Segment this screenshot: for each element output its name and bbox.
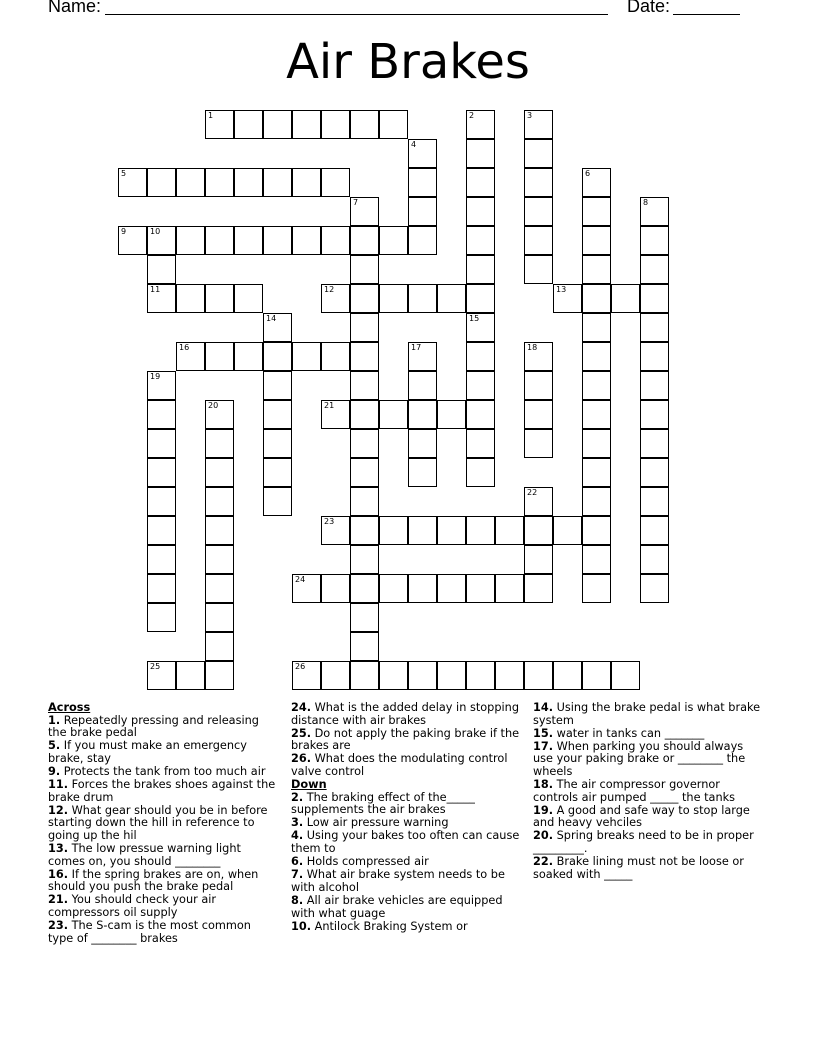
grid-cell[interactable] xyxy=(205,545,234,574)
grid-cell[interactable] xyxy=(495,516,524,545)
clue-num: 14. xyxy=(533,701,554,714)
grid-cell[interactable] xyxy=(205,429,234,458)
grid-cell[interactable] xyxy=(350,516,379,545)
clue-text: Do not apply the paking brake if the brakes are xyxy=(291,726,520,753)
clue-item xyxy=(48,869,276,894)
grid-cell[interactable] xyxy=(321,168,350,197)
grid-cell[interactable] xyxy=(350,458,379,487)
grid-cell[interactable] xyxy=(437,516,466,545)
grid-cell[interactable] xyxy=(350,603,379,632)
grid-cell[interactable] xyxy=(640,487,669,516)
grid-cell[interactable] xyxy=(205,516,234,545)
grid-cell[interactable] xyxy=(582,197,611,226)
grid-cell[interactable] xyxy=(524,226,553,255)
grid-cell[interactable] xyxy=(350,342,379,371)
grid-cell[interactable] xyxy=(263,226,292,255)
grid-cell[interactable] xyxy=(350,226,379,255)
grid-cell[interactable] xyxy=(350,110,379,139)
grid-cell[interactable] xyxy=(582,255,611,284)
grid-cell[interactable] xyxy=(640,458,669,487)
grid-cell[interactable] xyxy=(147,255,176,284)
grid-cell[interactable] xyxy=(205,661,234,690)
grid-cell[interactable] xyxy=(640,371,669,400)
grid-cell[interactable] xyxy=(582,284,611,313)
grid-cell[interactable] xyxy=(408,574,437,603)
clue-number: 21 xyxy=(324,401,335,410)
grid-cell[interactable] xyxy=(582,429,611,458)
grid-cell[interactable] xyxy=(292,342,321,371)
clue-number: 11 xyxy=(150,285,161,294)
grid-cell[interactable] xyxy=(263,342,292,371)
grid-cell[interactable] xyxy=(205,342,234,371)
clue-text: Using your bakes too often can cause them to xyxy=(291,829,520,856)
clue-text: The S-cam is the most common type of ________ brakes xyxy=(48,919,251,945)
grid-cell[interactable] xyxy=(524,400,553,429)
grid-cell[interactable] xyxy=(524,516,553,545)
clue-item xyxy=(291,830,521,855)
clue-num: 12. xyxy=(48,803,69,817)
clue-text: The low pressue warning light comes on, you should ________ xyxy=(48,842,241,868)
clue-item xyxy=(291,702,521,727)
grid-cell[interactable] xyxy=(408,139,437,168)
grid-cell[interactable] xyxy=(640,226,669,255)
grid-cell[interactable] xyxy=(437,661,466,690)
grid-cell[interactable] xyxy=(611,661,640,690)
grid-cell[interactable] xyxy=(466,255,495,284)
grid-cell[interactable] xyxy=(205,226,234,255)
clue-text: Repeatedly pressing and releasing the brake pedal xyxy=(48,713,259,740)
clue-num: 13. xyxy=(48,842,69,856)
clue-item xyxy=(48,779,276,804)
grid-cell[interactable] xyxy=(640,574,669,603)
grid-cell[interactable] xyxy=(292,661,321,690)
grid-cell[interactable] xyxy=(553,284,582,313)
grid-cell[interactable] xyxy=(524,110,553,139)
clue-number: 10 xyxy=(150,227,161,236)
clue-num: 17. xyxy=(533,739,554,753)
clue-number: 15 xyxy=(469,314,480,323)
clue-num: 5. xyxy=(48,739,61,753)
grid-cell[interactable] xyxy=(466,226,495,255)
grid-cell[interactable] xyxy=(640,284,669,313)
clue-item xyxy=(291,817,521,830)
clue-item xyxy=(48,920,276,945)
grid-cell[interactable] xyxy=(582,226,611,255)
grid-cell[interactable] xyxy=(408,400,437,429)
clue-number: 3 xyxy=(527,111,533,120)
grid-cell[interactable] xyxy=(553,661,582,690)
clue-number: 25 xyxy=(150,662,161,671)
clue-number: 6 xyxy=(585,169,591,178)
grid-cell[interactable] xyxy=(466,400,495,429)
clue-number: 20 xyxy=(208,401,219,410)
grid-cell[interactable] xyxy=(263,458,292,487)
grid-cell[interactable] xyxy=(350,284,379,313)
clue-text: A good and safe way to stop large and heavy vehciles xyxy=(533,803,750,830)
grid-cell[interactable] xyxy=(321,284,350,313)
grid-cell[interactable] xyxy=(292,110,321,139)
grid-cell[interactable] xyxy=(437,574,466,603)
clue-number: 14 xyxy=(266,314,277,323)
clue-item xyxy=(533,728,765,741)
clue-num: 2. xyxy=(291,790,304,804)
across-heading: Across xyxy=(48,701,91,714)
grid-cell[interactable] xyxy=(640,197,669,226)
grid-cell[interactable] xyxy=(176,661,205,690)
grid-cell[interactable] xyxy=(640,545,669,574)
grid-cell[interactable] xyxy=(640,516,669,545)
clue-number: 16 xyxy=(179,343,190,352)
grid-cell[interactable] xyxy=(147,284,176,313)
clue-number: 9 xyxy=(121,227,127,236)
clue-number: 5 xyxy=(121,169,127,178)
clue-item xyxy=(533,805,765,830)
grid-cell[interactable] xyxy=(263,371,292,400)
down-heading: Down xyxy=(291,778,327,792)
grid-cell[interactable] xyxy=(553,516,582,545)
clue-num: 3. xyxy=(291,816,304,830)
clue-item xyxy=(291,895,521,920)
grid-cell[interactable] xyxy=(466,139,495,168)
grid-cell[interactable] xyxy=(466,661,495,690)
grid-cell[interactable] xyxy=(321,400,350,429)
grid-cell[interactable] xyxy=(350,197,379,226)
clue-number: 24 xyxy=(295,575,306,584)
grid-cell[interactable] xyxy=(524,168,553,197)
clue-number: 1 xyxy=(208,111,214,120)
grid-cell[interactable] xyxy=(582,545,611,574)
clue-number: 4 xyxy=(411,140,417,149)
clue-num: 10. xyxy=(291,919,312,933)
grid-cell[interactable] xyxy=(205,284,234,313)
grid-cell[interactable] xyxy=(582,516,611,545)
grid-cell[interactable] xyxy=(524,371,553,400)
clue-text: Antilock Braking System or xyxy=(311,919,468,933)
grid-cell[interactable] xyxy=(263,429,292,458)
clue-number: 8 xyxy=(643,198,649,207)
grid-cell[interactable] xyxy=(205,603,234,632)
grid-cell[interactable] xyxy=(437,400,466,429)
clues-column-1 xyxy=(48,702,276,946)
grid-cell[interactable] xyxy=(379,226,408,255)
clue-num: 24. xyxy=(291,701,312,714)
clue-text: If the spring brakes are on, when should you push the brake pedal xyxy=(48,867,259,894)
clue-item xyxy=(291,728,521,753)
clue-num: 18. xyxy=(533,778,554,792)
clue-text: Brake lining must not be loose or soaked with _____ xyxy=(533,855,744,881)
grid-cell[interactable] xyxy=(466,197,495,226)
clue-text: The braking effect of the_____ supplements the air brakes xyxy=(291,790,475,817)
grid-cell[interactable] xyxy=(408,371,437,400)
grid-cell[interactable] xyxy=(292,574,321,603)
clue-item xyxy=(291,792,521,817)
grid-cell[interactable] xyxy=(466,429,495,458)
grid-cell[interactable] xyxy=(118,168,147,197)
grid-cell[interactable] xyxy=(466,342,495,371)
grid-cell[interactable] xyxy=(350,574,379,603)
grid-cell[interactable] xyxy=(205,168,234,197)
grid-cell[interactable] xyxy=(640,400,669,429)
grid-cell[interactable] xyxy=(408,168,437,197)
grid-cell[interactable] xyxy=(147,574,176,603)
grid-cell[interactable] xyxy=(263,313,292,342)
grid-cell[interactable] xyxy=(408,516,437,545)
grid-cell[interactable] xyxy=(147,487,176,516)
grid-cell[interactable] xyxy=(408,458,437,487)
clue-num: 8. xyxy=(291,893,304,907)
grid-cell[interactable] xyxy=(466,371,495,400)
clue-num: 7. xyxy=(291,868,304,882)
grid-cell[interactable] xyxy=(582,574,611,603)
grid-cell[interactable] xyxy=(524,429,553,458)
grid-cell[interactable] xyxy=(466,284,495,313)
clue-num: 21. xyxy=(48,893,69,907)
grid-cell[interactable] xyxy=(350,400,379,429)
clue-item xyxy=(291,869,521,894)
grid-cell[interactable] xyxy=(466,313,495,342)
across-clue-list-b xyxy=(291,702,521,779)
grid-cell[interactable] xyxy=(582,168,611,197)
grid-cell[interactable] xyxy=(495,661,524,690)
grid-cell[interactable] xyxy=(147,429,176,458)
clue-item xyxy=(533,830,765,855)
clue-number: 26 xyxy=(295,662,306,671)
grid-cell[interactable] xyxy=(147,400,176,429)
clue-text: water in tanks can _______ xyxy=(553,726,705,740)
grid-cell[interactable] xyxy=(640,342,669,371)
clue-item xyxy=(48,843,276,868)
clue-num: 19. xyxy=(533,803,554,817)
clue-num: 9. xyxy=(48,764,61,778)
grid-cell[interactable] xyxy=(611,284,640,313)
clue-num: 15. xyxy=(533,726,554,740)
clue-item xyxy=(533,702,765,727)
grid-cell[interactable] xyxy=(321,574,350,603)
grid-cell[interactable] xyxy=(321,110,350,139)
page-title: Air Brakes xyxy=(286,34,530,90)
grid-cell[interactable] xyxy=(379,574,408,603)
grid-cell[interactable] xyxy=(582,371,611,400)
clue-text: When parking you should always use your paking brake or ________ the wheels xyxy=(533,739,746,778)
grid-cell[interactable] xyxy=(466,516,495,545)
clue-num: 23. xyxy=(48,919,69,933)
clue-num: 4. xyxy=(291,829,304,843)
grid-cell[interactable] xyxy=(205,110,234,139)
grid-cell[interactable] xyxy=(147,371,176,400)
clue-text: If you must make an emergency brake, stay xyxy=(48,739,247,765)
grid-cell[interactable] xyxy=(176,168,205,197)
grid-cell[interactable] xyxy=(408,284,437,313)
clue-num: 26. xyxy=(291,752,312,766)
date-label: Date: xyxy=(627,0,671,16)
clue-text: You should check your air compressors oil supply xyxy=(48,893,217,919)
grid-cell[interactable] xyxy=(379,661,408,690)
clue-text: All air brake vehicles are equipped with what guage xyxy=(291,893,503,920)
grid-cell[interactable] xyxy=(147,458,176,487)
clue-item xyxy=(48,805,276,843)
grid-cell[interactable] xyxy=(495,574,524,603)
clue-text: Low air pressure warning xyxy=(303,816,449,830)
clue-text: What gear should you be in before starting down the hill in reference to going up the hil xyxy=(48,803,268,842)
grid-cell[interactable] xyxy=(524,342,553,371)
grid-cell[interactable] xyxy=(147,226,176,255)
clue-num: 11. xyxy=(48,778,69,792)
grid-cell[interactable] xyxy=(408,342,437,371)
grid-cell[interactable] xyxy=(524,139,553,168)
grid-cell[interactable] xyxy=(176,342,205,371)
grid-cell[interactable] xyxy=(292,226,321,255)
clue-item xyxy=(291,856,521,869)
grid-cell[interactable] xyxy=(263,110,292,139)
clue-num: 6. xyxy=(291,855,304,869)
clues-column-3 xyxy=(533,702,765,882)
grid-cell[interactable] xyxy=(379,400,408,429)
grid-cell[interactable] xyxy=(321,342,350,371)
grid-cell[interactable] xyxy=(205,487,234,516)
grid-cell[interactable] xyxy=(176,284,205,313)
grid-cell[interactable] xyxy=(147,545,176,574)
clue-number: 18 xyxy=(527,343,538,352)
clue-item xyxy=(533,856,765,881)
clue-number: 19 xyxy=(150,372,161,381)
clue-number: 22 xyxy=(527,488,538,497)
grid-cell[interactable] xyxy=(350,429,379,458)
clue-text: What does the modulating control valve control xyxy=(291,752,508,778)
grid-cell[interactable] xyxy=(408,197,437,226)
clue-item xyxy=(533,779,765,804)
grid-cell[interactable] xyxy=(466,168,495,197)
grid-cell[interactable] xyxy=(321,661,350,690)
clue-item xyxy=(291,753,521,778)
grid-cell[interactable] xyxy=(379,284,408,313)
grid-cell[interactable] xyxy=(321,516,350,545)
grid-cell[interactable] xyxy=(408,429,437,458)
grid-cell[interactable] xyxy=(524,545,553,574)
grid-cell[interactable] xyxy=(350,255,379,284)
clue-num: 16. xyxy=(48,867,69,881)
down-clue-list-a xyxy=(291,792,521,934)
clue-num: 1. xyxy=(48,713,61,727)
grid-cell[interactable] xyxy=(582,458,611,487)
grid-cell[interactable] xyxy=(147,168,176,197)
clue-number: 23 xyxy=(324,517,335,526)
clue-text: Forces the brakes shoes against the brake drum xyxy=(48,778,276,804)
grid-cell[interactable] xyxy=(379,516,408,545)
grid-cell[interactable] xyxy=(350,487,379,516)
grid-cell[interactable] xyxy=(350,313,379,342)
grid-cell[interactable] xyxy=(524,255,553,284)
grid-cell[interactable] xyxy=(350,632,379,661)
grid-cell[interactable] xyxy=(437,284,466,313)
grid-cell[interactable] xyxy=(263,400,292,429)
across-clue-list-a xyxy=(48,715,276,946)
grid-cell[interactable] xyxy=(234,226,263,255)
grid-cell[interactable] xyxy=(205,632,234,661)
grid-cell[interactable] xyxy=(640,429,669,458)
grid-cell[interactable] xyxy=(176,226,205,255)
down-clue-list-b xyxy=(533,702,765,881)
grid-cell[interactable] xyxy=(263,487,292,516)
clue-item xyxy=(291,921,521,934)
grid-cell[interactable] xyxy=(640,313,669,342)
grid-cell[interactable] xyxy=(466,574,495,603)
clue-num: 25. xyxy=(291,726,312,740)
grid-cell[interactable] xyxy=(524,661,553,690)
clue-num: 20. xyxy=(533,829,554,843)
grid-cell[interactable] xyxy=(466,458,495,487)
clue-number: 17 xyxy=(411,343,422,352)
grid-cell[interactable] xyxy=(408,226,437,255)
grid-cell[interactable] xyxy=(147,516,176,545)
clue-item xyxy=(48,766,276,779)
grid-cell[interactable] xyxy=(350,371,379,400)
clue-num: 22. xyxy=(533,855,554,869)
clue-item xyxy=(48,894,276,919)
grid-cell[interactable] xyxy=(205,458,234,487)
clue-item xyxy=(48,740,276,765)
grid-cell[interactable] xyxy=(640,255,669,284)
clue-text: Holds compressed air xyxy=(303,855,429,869)
grid-cell[interactable] xyxy=(524,574,553,603)
grid-cell[interactable] xyxy=(147,603,176,632)
grid-cell[interactable] xyxy=(234,284,263,313)
clue-text: What air brake system needs to be with alcohol xyxy=(291,868,505,894)
clue-text: The air compressor governor controls air pumped _____ the tanks xyxy=(533,778,736,804)
grid-cell[interactable] xyxy=(205,574,234,603)
grid-cell[interactable] xyxy=(466,110,495,139)
grid-cell[interactable] xyxy=(321,226,350,255)
grid-cell[interactable] xyxy=(234,168,263,197)
grid-cell[interactable] xyxy=(524,197,553,226)
grid-cell[interactable] xyxy=(582,661,611,690)
clues-column-2 xyxy=(291,702,521,934)
grid-cell[interactable] xyxy=(408,661,437,690)
clue-number: 7 xyxy=(353,198,359,207)
grid-cell[interactable] xyxy=(234,342,263,371)
grid-cell[interactable] xyxy=(292,168,321,197)
grid-cell[interactable] xyxy=(147,661,176,690)
grid-cell[interactable] xyxy=(524,487,553,516)
clue-number: 2 xyxy=(469,111,475,120)
clue-text: Spring breaks need to be in proper _________. xyxy=(533,829,754,856)
grid-cell[interactable] xyxy=(379,110,408,139)
clue-number: 13 xyxy=(556,285,567,294)
clue-text: Protects the tank from too much air xyxy=(60,764,266,778)
clue-number: 12 xyxy=(324,285,335,294)
grid-cell[interactable] xyxy=(582,313,611,342)
clue-text: Using the brake pedal is what brake system xyxy=(533,701,761,727)
grid-cell[interactable] xyxy=(118,226,147,255)
grid-cell[interactable] xyxy=(234,110,263,139)
grid-cell[interactable] xyxy=(350,545,379,574)
grid-cell[interactable] xyxy=(582,400,611,429)
name-label: Name: xyxy=(48,0,102,16)
clue-item xyxy=(48,715,276,740)
grid-cell[interactable] xyxy=(582,487,611,516)
grid-cell[interactable] xyxy=(582,342,611,371)
clue-text: What is the added delay in stopping distance with air brakes xyxy=(291,701,519,727)
grid-cell[interactable] xyxy=(263,168,292,197)
grid-cell[interactable] xyxy=(205,400,234,429)
clue-item xyxy=(533,741,765,779)
grid-cell[interactable] xyxy=(350,661,379,690)
